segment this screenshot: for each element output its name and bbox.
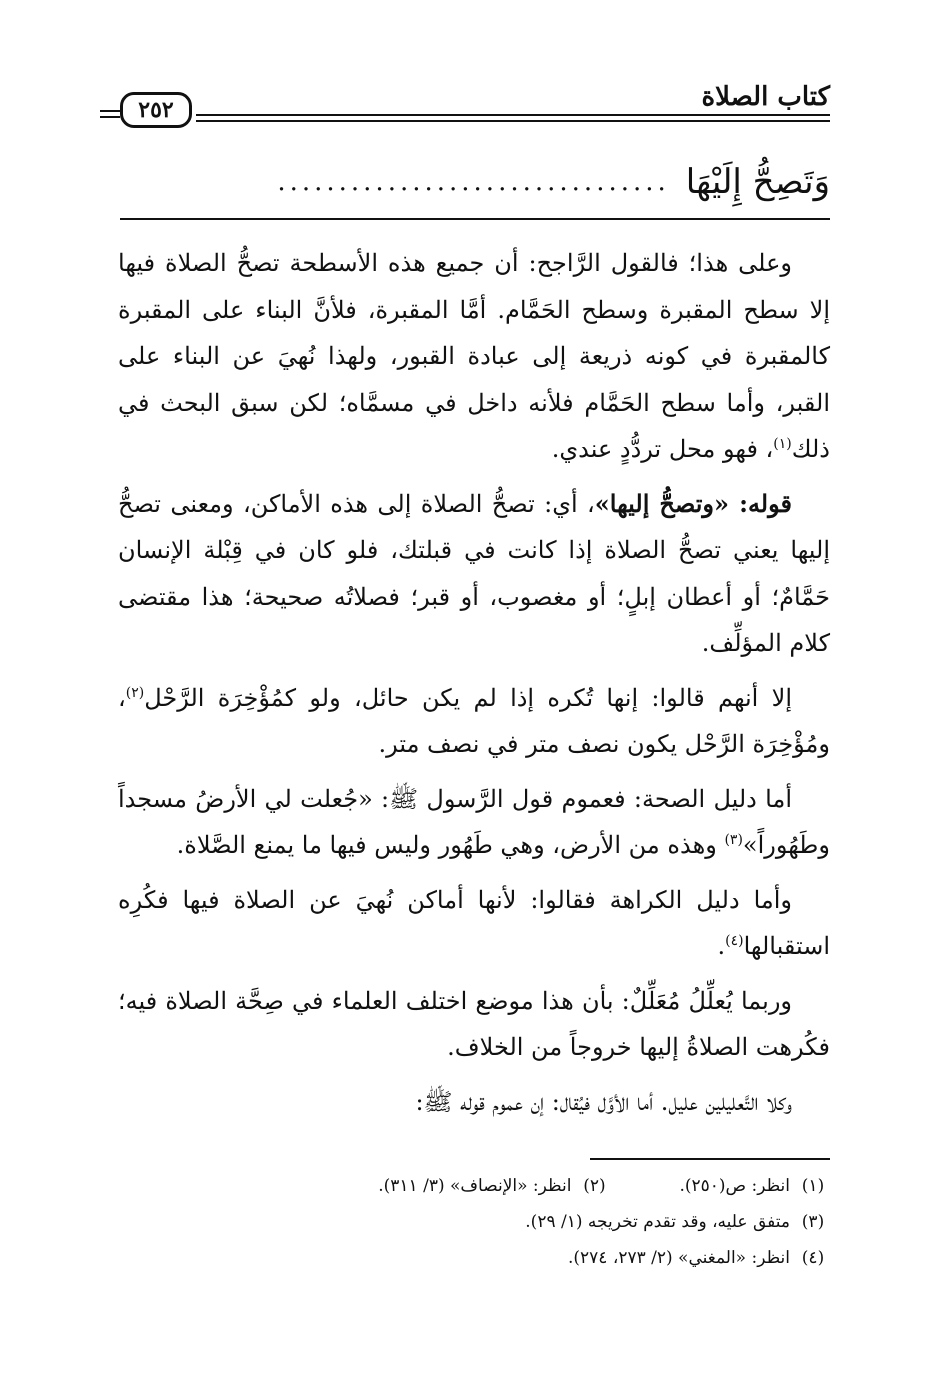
paragraph-5-text-b: .: [717, 932, 726, 960]
footnote-number: (٤): [801, 1248, 825, 1268]
paragraph-3-text-a: إلا أنهم قالوا: إنها تُكره إذا لم يكن حائل، ولو كمُؤْخِرَة الرَّحْل: [144, 683, 792, 712]
paragraph-2-text: ، أي: تصحُّ الصلاة إلى هذه الأماكن، ومعنى تصحُّ إليها يعني تصحُّ الصلاة إذا كانت في قبلتك، فلو كان في قِبْلة الإنسان حَمَّامٌ؛ أو أعطان إبلٍ؛ أو مغصوب، أو قبر؛ فصلاتُه صحيحة؛ هذا مقتضى كلام المؤلِّف.: [118, 489, 830, 657]
footnote-1: [679, 1168, 830, 1204]
paragraph-5: [118, 877, 830, 970]
matn-rule: [120, 218, 830, 220]
footnote-rule: [590, 1158, 830, 1160]
footnote-number: (٢): [583, 1176, 606, 1196]
paragraph-1-text: وعلى هذا؛ فالقول الرَّاجح: أن جميع هذه الأسطحة تصحُّ الصلاة فيها إلا سطح المقبرة وسطح الحَمَّام. أمَّا المقبرة، فلأنَّ البناء على المقبرة كالمقبرة في كونه ذريعة إلى عبادة القبور، ولهذا نُهيَ عن البناء على القبر، وأما سطح الحَمَّام فلأنه داخل في مسمَّاه؛ لكن سبق البحث في ذلك: [118, 249, 830, 463]
paragraph-7: وكلا التَّعليلين عليل. أما الأوَّل فيُقال: إن عموم قوله ﷺ:: [415, 1087, 792, 1116]
footnote-text: انظر: ص(٢٥٠).: [679, 1176, 790, 1196]
paragraph-2-lead: قوله: «وتصحُّ إليها»: [594, 488, 792, 518]
footnote-ref-4: (٤): [725, 933, 744, 949]
footnote-number: (٣): [801, 1212, 825, 1232]
footnote-spacer: [625, 1168, 665, 1204]
commentary-body: [118, 240, 830, 1133]
footnote-number: (١): [801, 1176, 825, 1196]
footnotes: [120, 1168, 830, 1276]
matn-line: [120, 158, 830, 206]
running-header: [110, 82, 830, 132]
footnote-4: [568, 1240, 830, 1276]
paragraph-3-text-b: ، ومُؤْخِرَة الرَّحْل يكون نصف متر في نصف متر.: [118, 683, 830, 758]
paragraph-4: [118, 776, 830, 869]
footnote-3: [525, 1204, 830, 1240]
footnote-text: انظر: «المغني» (٢/ ٢٧٣، ٢٧٤).: [567, 1248, 790, 1268]
paragraph-3: [118, 675, 830, 768]
matn-dots: ................................: [277, 167, 670, 197]
footnote-text: انظر: «الإنصاف» (٣/ ٣١١).: [378, 1176, 572, 1196]
paragraph-2: [118, 481, 830, 667]
footnote-2: [378, 1168, 611, 1204]
footnote-row-1: [120, 1168, 830, 1204]
footnote-ref-2: (٢): [125, 684, 145, 701]
footnote-row-3: [120, 1240, 830, 1276]
paragraph-4-text-a: أما دليل الصحة: فعموم قول الرَّسول ﷺ: «جُعلت لي الأرضُ مسجداً وطَهُوراً»: [118, 784, 830, 859]
footnote-ref-3: (٣): [724, 832, 743, 848]
header-rule: [196, 114, 830, 122]
header-rule-left: [100, 110, 120, 118]
footnote-ref-1: (١): [773, 436, 792, 452]
paragraph-4-text-b: وهذه من الأرض، وهي طَهُور وليس فيها ما يمنع الصَّلاة.: [176, 831, 725, 859]
footnote-text: متفق عليه، وقد تقدم تخريجه (١/ ٢٩).: [525, 1212, 790, 1232]
paragraph-1-end: ، فهو محل تردُّدٍ عندي.: [551, 435, 774, 463]
paragraph-6: وربما يُعلِّلُ مُعَلِّلٌ: بأن هذا موضع اختلف العلماء في صِحَّة الصلاة فيه؛ فكُرهت الصلاةُ إليها خروجاً من الخلاف.: [118, 986, 830, 1061]
footnote-row-2: [120, 1204, 830, 1240]
matn-text: وَتَصِحُّ إِلَيْهَا: [685, 162, 830, 202]
page-number: ٢٥٢: [120, 92, 192, 128]
book-title: كتاب الصلاة: [695, 82, 830, 112]
paragraph-5-text-a: وأما دليل الكراهة فقالوا: لأنها أماكن نُهيَ عن الصلاة فيها فكُرِه استقبالها: [118, 885, 830, 960]
paragraph-1: [118, 240, 830, 473]
